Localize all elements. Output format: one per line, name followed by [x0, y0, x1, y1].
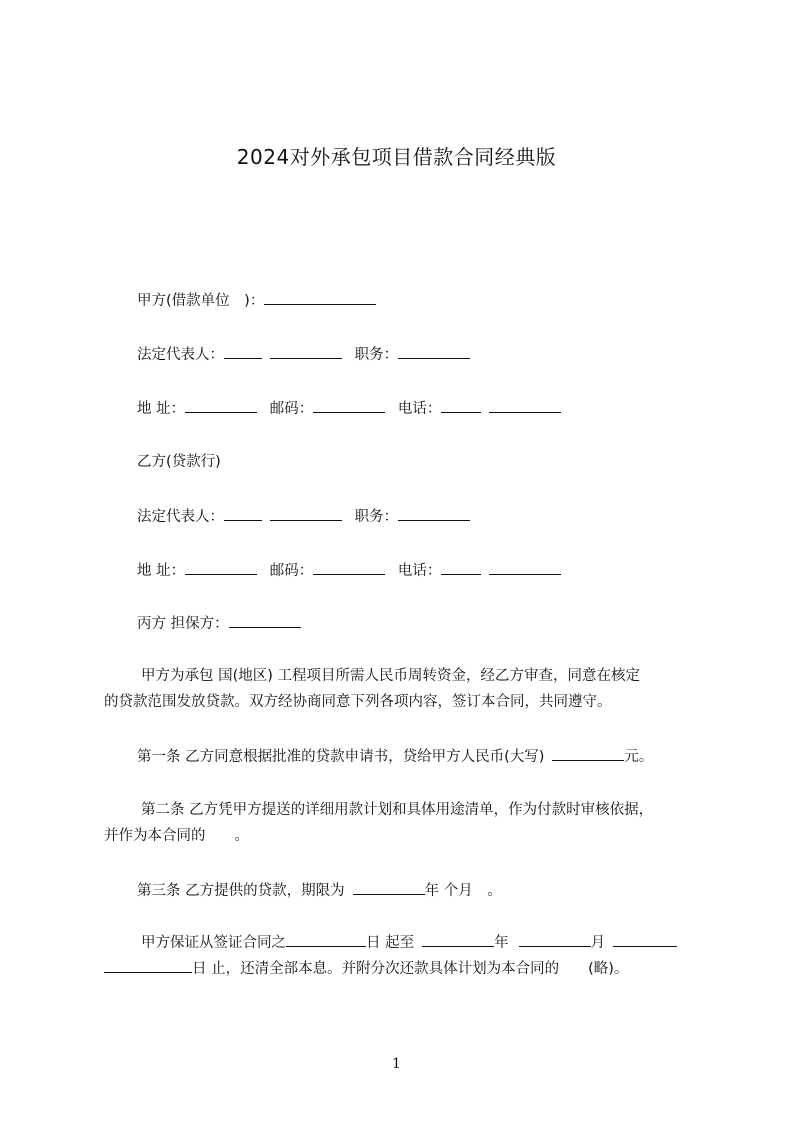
party-b-address-blank[interactable] — [185, 560, 257, 575]
page-number: 1 — [392, 1056, 401, 1072]
party-a-rep-line — [137, 344, 470, 365]
party-a-rep-label: 法定代表人： — [137, 347, 224, 363]
party-a-position-blank[interactable] — [398, 344, 470, 359]
party-b-label: 乙方(贷款行) — [137, 454, 221, 470]
repayment-sign-day-blank[interactable] — [286, 932, 366, 947]
article-2-line-2: 并作为本合同的 。 — [104, 828, 249, 844]
party-a-postcode-blank[interactable] — [313, 398, 385, 413]
party-a-address-line — [137, 398, 561, 419]
party-b-address-label: 地 址： — [137, 563, 186, 579]
repayment-month-label: 月 — [590, 935, 606, 951]
repayment-line-2 — [104, 958, 628, 979]
party-b-line — [137, 452, 221, 472]
party-b-rep-blank-2[interactable] — [270, 506, 342, 521]
article-1-amount-blank[interactable] — [552, 746, 624, 761]
repayment-part-1: 甲方保证从签证合同之 — [141, 935, 286, 951]
document-title: 2024对外承包项目借款合同经典版 — [236, 145, 557, 169]
party-a-phone-blank-1[interactable] — [441, 398, 481, 413]
party-b-rep-line — [137, 506, 470, 527]
repayment-day-blank-1[interactable] — [613, 932, 677, 947]
repayment-line-1 — [141, 932, 677, 953]
party-b-phone-blank-1[interactable] — [441, 560, 481, 575]
party-a-position-label: 职务： — [354, 347, 399, 363]
article-1-unit: 元。 — [624, 749, 654, 765]
party-b-phone-label: 电话： — [397, 563, 442, 579]
party-a-label: 甲方(借款单位 )： — [137, 293, 265, 309]
party-a-address-label: 地 址： — [137, 401, 186, 417]
repayment-day-until: 日 止，还清全部本息。并附分次还款具体计划为本合同的 (略)。 — [192, 961, 629, 977]
repayment-month-blank[interactable] — [519, 932, 591, 947]
party-b-position-blank[interactable] — [398, 506, 470, 521]
repayment-day-blank-2[interactable] — [104, 958, 192, 973]
party-a-line — [137, 290, 376, 311]
party-a-rep-blank-2[interactable] — [270, 344, 342, 359]
article-3-line — [137, 880, 502, 901]
party-b-phone-blank-2[interactable] — [489, 560, 561, 575]
party-a-postcode-label: 邮码： — [269, 401, 314, 417]
intro-line-1: 甲方为承包 国(地区) 工程项目所需人民币周转资金，经乙方审查，同意在核定 — [141, 668, 641, 684]
article-2-line-1: 第二条 乙方凭甲方提送的详细用款计划和具体用途清单，作为付款时审核依据， — [141, 802, 654, 818]
party-a-address-blank[interactable] — [185, 398, 257, 413]
party-a-phone-blank-2[interactable] — [489, 398, 561, 413]
article-1-text: 第一条 乙方同意根据批准的贷款申请书，贷给甲方人民币(大写) — [137, 749, 545, 765]
article-3-term-blank[interactable] — [353, 880, 425, 895]
repayment-year-label: 年 — [494, 935, 509, 951]
party-a-rep-blank-1[interactable] — [224, 344, 262, 359]
article-3-year-unit: 年 个月 。 — [424, 883, 502, 899]
party-c-blank[interactable] — [229, 613, 301, 628]
repayment-day-from: 日 起至 — [366, 935, 415, 951]
repayment-year-blank[interactable] — [422, 932, 494, 947]
party-a-blank[interactable] — [264, 290, 376, 305]
party-b-postcode-label: 邮码： — [269, 563, 314, 579]
party-b-rep-blank-1[interactable] — [224, 506, 262, 521]
party-c-label: 丙方 担保方： — [137, 616, 229, 632]
party-b-rep-label: 法定代表人： — [137, 509, 224, 525]
intro-line-2: 的贷款范围发放贷款。双方经协商同意下列各项内容，签订本合同，共同遵守。 — [104, 694, 612, 710]
party-b-postcode-blank[interactable] — [313, 560, 385, 575]
article-1-line — [137, 746, 653, 767]
party-c-line — [137, 613, 301, 634]
article-3-text: 第三条 乙方提供的贷款，期限为 — [137, 883, 345, 899]
party-b-position-label: 职务： — [354, 509, 399, 525]
party-a-phone-label: 电话： — [397, 401, 442, 417]
party-b-address-line — [137, 560, 561, 581]
